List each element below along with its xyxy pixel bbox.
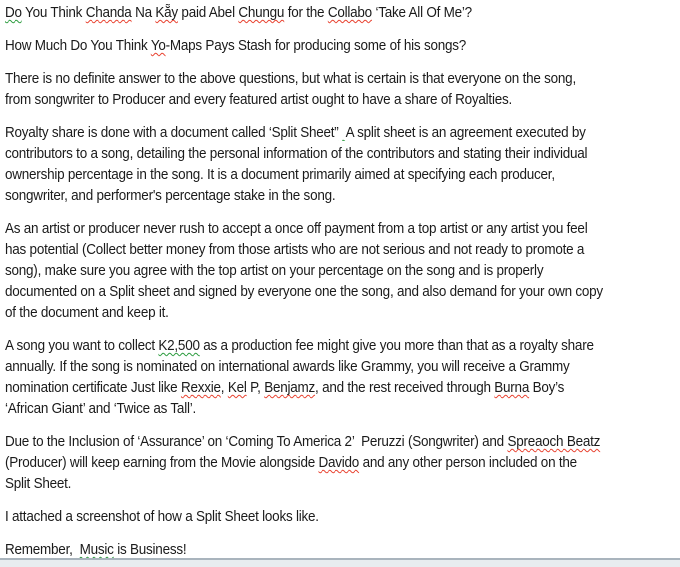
text-run: songwriter, and performer's percentage stake in the song. <box>5 188 336 204</box>
paragraph <box>5 69 680 111</box>
text-run: song), make sure you agree with the top artist on your percentage on the song and is properly <box>5 263 544 279</box>
text-run: A song you want to collect <box>5 338 159 354</box>
misspelled-word: Benjamz <box>264 380 316 396</box>
misspelled-word: Rexxie <box>180 380 221 396</box>
text-line <box>5 399 633 420</box>
misspelled-word: Chanda <box>85 5 132 21</box>
text-run: nomination certificate Just like <box>5 380 181 396</box>
text-run: Split Sheet. <box>5 476 72 492</box>
misspelled-word: Spreaoch Beatz <box>507 434 601 450</box>
text-run: ‘Take All Of Me’? <box>371 5 472 21</box>
text-line <box>5 36 633 57</box>
text-line <box>5 90 633 111</box>
text-run: Due to the Inclusion of ‘Assurance’ on ‘Coming To America 2’ Peruzzi (Songwriter) and <box>5 434 508 450</box>
text-run: is Business! <box>113 542 187 558</box>
text-line <box>5 507 633 528</box>
text-run: There is no definite answer to the above questions, but what is certain is that everyone on the song, <box>5 71 576 87</box>
text-run: Royalty share is done with a document called ‘Split Sheet” <box>5 125 339 141</box>
text-line <box>5 165 633 186</box>
text-run: documented on a Split sheet and signed by everyone one the song, and also demand for your own copy <box>5 284 603 300</box>
text-line <box>5 282 633 303</box>
grammar-flagged-text: Music <box>76 542 114 558</box>
paragraph <box>5 36 680 57</box>
text-line <box>5 186 633 207</box>
text-run: Remember, <box>5 542 77 558</box>
misspelled-word: Kẵy <box>155 5 178 21</box>
text-run: How Much Do You Think <box>5 38 151 54</box>
text-run: for the <box>284 5 328 21</box>
text-line <box>5 474 633 495</box>
text-run: (Producer) will keep earning from the Movie alongside <box>5 455 319 471</box>
text-line <box>5 432 633 453</box>
text-line <box>5 144 633 165</box>
paragraph <box>5 219 680 324</box>
paragraph <box>5 3 680 24</box>
paragraph <box>5 336 680 420</box>
text-run: A split sheet is an agreement executed by <box>345 125 586 141</box>
text-line <box>5 261 633 282</box>
text-run: paid Abel <box>177 5 239 21</box>
text-run: has potential (Collect better money from those artists who are not serious and not ready to promote a <box>5 242 585 258</box>
misspelled-word: Burna <box>494 380 530 396</box>
text-line <box>5 123 633 144</box>
text-line <box>5 336 633 357</box>
text-run: ‘African Giant’ and ‘Twice as Tall’. <box>5 401 196 417</box>
text-run: ownership percentage in the song. It is a document primarily aimed at specifying each producer, <box>5 167 555 183</box>
text-line <box>5 303 633 324</box>
text-run: As an artist or producer never rush to accept a once off payment from a top artist or any artist you feel <box>5 221 588 237</box>
text-line <box>5 219 633 240</box>
text-line <box>5 453 633 474</box>
text-run: P, <box>246 380 265 396</box>
text-run: I attached a screenshot of how a Split Sheet looks like. <box>5 509 319 525</box>
paragraph <box>5 123 680 207</box>
text-run: and any other person included on the <box>359 455 577 471</box>
paragraph <box>5 507 680 528</box>
text-line <box>5 378 633 399</box>
grammar-flagged-text: Do <box>5 5 22 21</box>
grammar-flagged-text: K2,500 <box>158 338 200 354</box>
text-run: as a production fee might give you more than that as a royalty share <box>199 338 594 354</box>
misspelled-word: Yo <box>150 38 166 54</box>
text-run: from songwriter to Producer and every featured artist ought to have a share of Royalties. <box>5 92 512 108</box>
text-run: -Maps Pays Stash for producing some of his songs? <box>165 38 467 54</box>
misspelled-word: Collabo <box>327 5 372 21</box>
text-run: Na <box>131 5 156 21</box>
horizontal-scrollbar[interactable] <box>0 558 680 567</box>
text-line <box>5 3 633 24</box>
text-run: contributors to a song, detailing the personal information of the contributors and stating their individual <box>5 146 588 162</box>
misspelled-word: Davido <box>318 455 360 471</box>
text-run: , and the rest received through <box>315 380 495 396</box>
text-run: annually. If the song is nominated on international awards like Grammy, you will receive a Grammy <box>5 359 570 375</box>
text-run: , <box>220 380 228 396</box>
text-run: of the document and keep it. <box>5 305 169 321</box>
text-run: You Think <box>21 5 86 21</box>
text-run: Boy’s <box>529 380 565 396</box>
misspelled-word: Kel <box>227 380 247 396</box>
paragraph <box>5 432 680 495</box>
text-line <box>5 69 633 90</box>
text-line <box>5 240 633 261</box>
misspelled-word: Chungu <box>238 5 285 21</box>
text-line <box>5 357 633 378</box>
